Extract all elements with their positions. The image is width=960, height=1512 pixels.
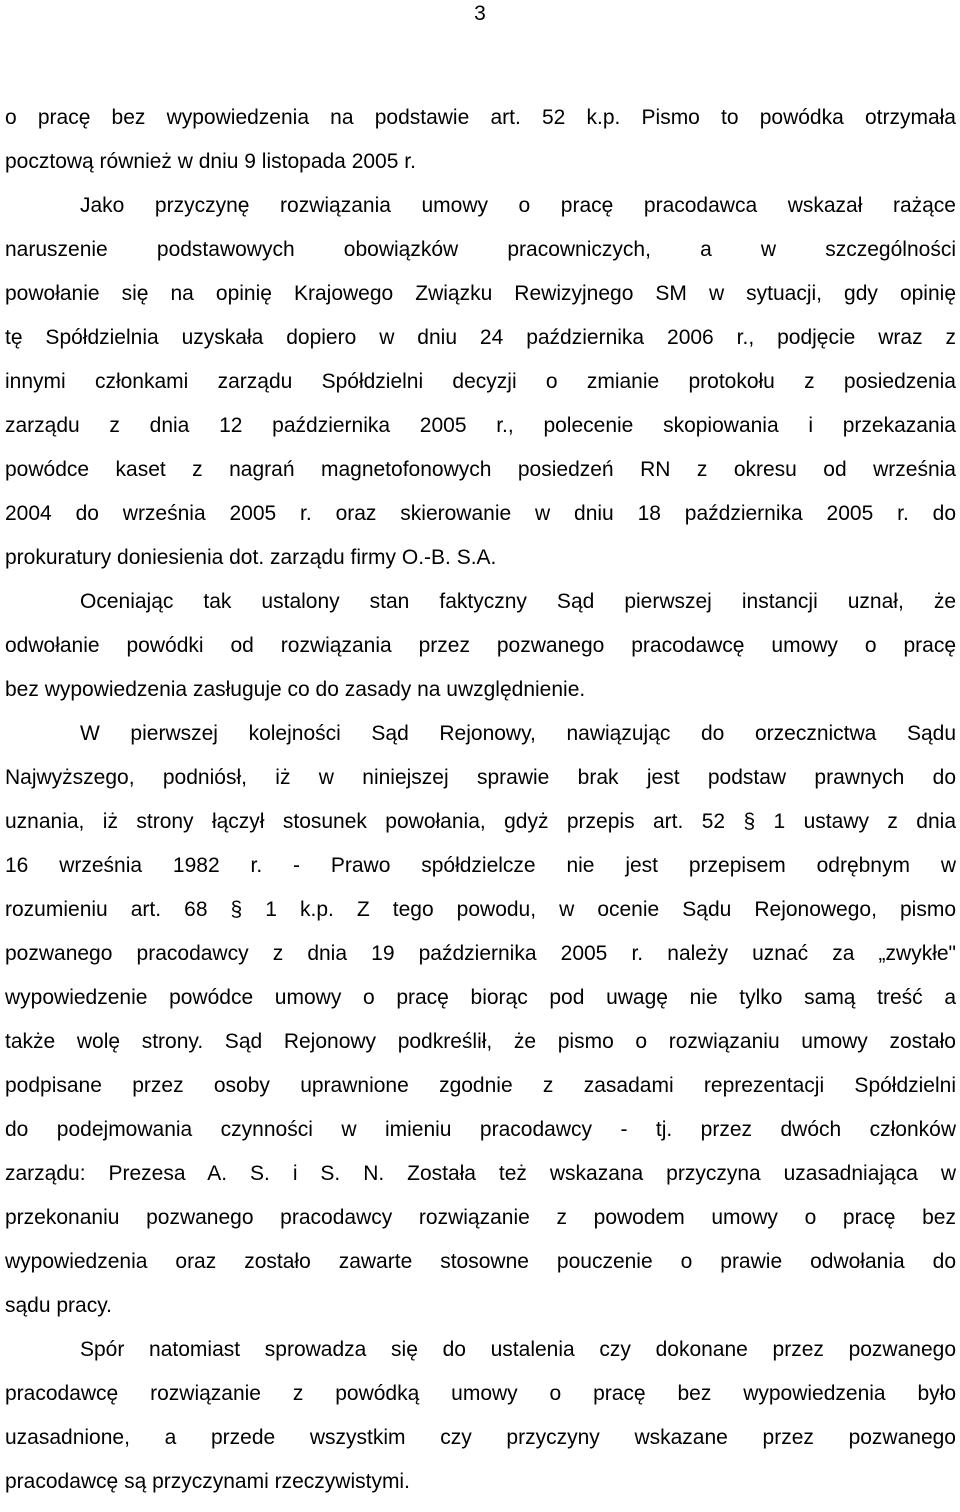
text-line: tę Spółdzielnia uzyskała dopiero w dniu 24 października 2006 r., podjęcie wraz z [5,326,956,349]
text-line: bez wypowiedzenia zasługuje co do zasady na uwzględnienie. [5,678,586,701]
text-line: Spór natomiast sprowadza się do ustalenia czy dokonane przez pozwanego [80,1338,956,1361]
text-line: rozumieniu art. 68 § 1 k.p. Z tego powodu, w ocenie Sądu Rejonowego, pismo [5,898,956,921]
text-line: innymi członkami zarządu Spółdzielni decyzji o zmianie protokołu z posiedzenia [5,370,956,393]
text-line: uzasadnione, a przede wszystkim czy przyczyny wskazane przez pozwanego [5,1426,956,1449]
text-line: podpisane przez osoby uprawnione zgodnie z zasadami reprezentacji Spółdzielni [5,1074,956,1097]
text-line: Najwyższego, podniósł, iż w niniejszej sprawie brak jest podstaw prawnych do [5,766,956,789]
text-line: przekonaniu pozwanego pracodawcy rozwiązanie z powodem umowy o pracę bez [5,1206,956,1229]
document-body [5,96,956,1504]
text-line: odwołanie powódki od rozwiązania przez pozwanego pracodawcę umowy o pracę [5,634,956,657]
text-line: powódce kaset z nagrań magnetofonowych posiedzeń RN z okresu od września [5,458,956,481]
text-line: powołanie się na opinię Krajowego Związku Rewizyjnego SM w sytuacji, gdy opinię [5,282,956,305]
text-line: pozwanego pracodawcy z dnia 19 października 2005 r. należy uznać za „zwykłe" [5,942,956,965]
text-line: wypowiedzenia oraz zostało zawarte stosowne pouczenie o prawie odwołania do [5,1250,956,1273]
text-line: W pierwszej kolejności Sąd Rejonowy, nawiązując do orzecznictwa Sądu [80,722,956,745]
text-line: Jako przyczynę rozwiązania umowy o pracę pracodawca wskazał rażące [80,194,956,217]
text-line: także wolę strony. Sąd Rejonowy podkreślił, że pismo o rozwiązaniu umowy zostało [5,1030,956,1053]
text-line: uznania, iż strony łączył stosunek powołania, gdyż przepis art. 52 § 1 ustawy z dnia [5,810,956,833]
text-line: naruszenie podstawowych obowiązków pracowniczych, a w szczególności [5,238,956,261]
text-line: prokuratury doniesienia dot. zarządu firmy O.-B. S.A. [5,546,497,569]
text-line: zarządu z dnia 12 października 2005 r., polecenie skopiowania i przekazania [5,414,956,437]
text-line: 2004 do września 2005 r. oraz skierowanie w dniu 18 października 2005 r. do [5,502,956,525]
text-line: wypowiedzenie powódce umowy o pracę biorąc pod uwagę nie tylko samą treść a [5,986,956,1009]
text-line: pracodawcę rozwiązanie z powódką umowy o pracę bez wypowiedzenia było [5,1382,956,1405]
text-line: Oceniając tak ustalony stan faktyczny Sąd pierwszej instancji uznał, że [80,590,956,613]
text-line: sądu pracy. [5,1294,112,1317]
text-line: do podejmowania czynności w imieniu pracodawcy - tj. przez dwóch członków [5,1118,956,1141]
text-line: o pracę bez wypowiedzenia na podstawie art. 52 k.p. Pismo to powódka otrzymała [5,106,956,129]
text-line: pracodawcę są przyczynami rzeczywistymi. [5,1470,410,1493]
text-line: pocztową również w dniu 9 listopada 2005 r. [5,150,416,173]
text-line: 16 września 1982 r. - Prawo spółdzielcze nie jest przepisem odrębnym w [5,854,956,877]
page-number: 3 [474,2,486,25]
text-line: zarządu: Prezesa A. S. i S. N. Została też wskazana przyczyna uzasadniająca w [5,1162,956,1185]
